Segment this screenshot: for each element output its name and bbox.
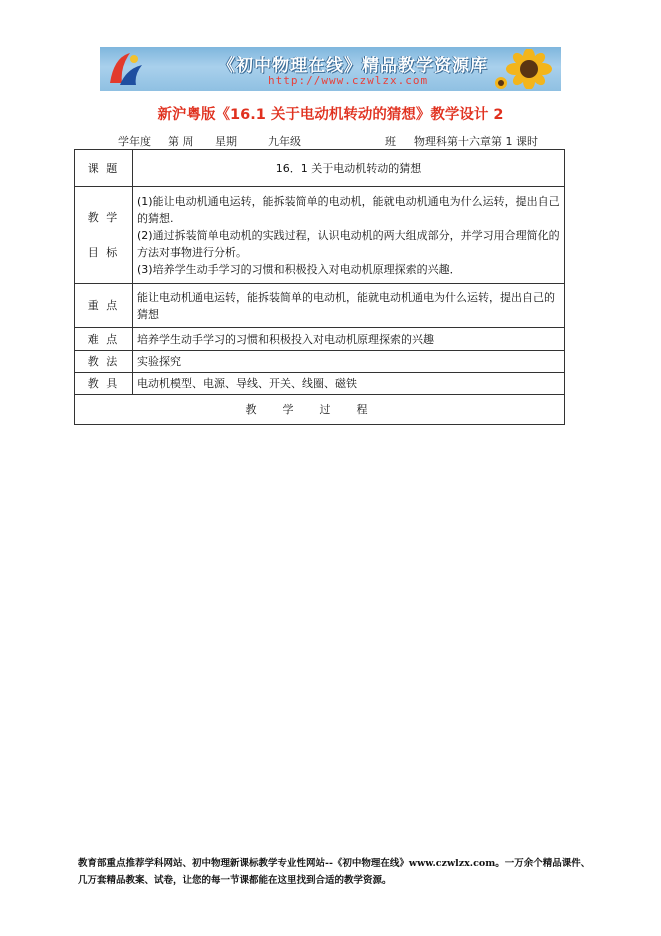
goals-label-cell xyxy=(75,187,133,284)
method-label: 教 法 xyxy=(75,351,133,373)
row-tools xyxy=(75,373,565,395)
row-method xyxy=(75,351,565,373)
row-topic xyxy=(75,150,565,187)
topic-label: 课 题 xyxy=(75,150,133,187)
difficulty-label: 难 点 xyxy=(75,328,133,351)
meta-weekday: 星期 xyxy=(215,135,237,148)
goals-label-1: 教 学 xyxy=(87,211,120,224)
header-banner xyxy=(100,47,561,91)
goals-value xyxy=(133,187,565,284)
row-difficulty xyxy=(75,328,565,351)
tools-value: 电动机模型、电源、导线、开关、线圈、磁铁 xyxy=(133,373,565,395)
goals-label-2: 目 标 xyxy=(87,246,120,259)
process-heading: 教学过程 xyxy=(75,395,565,425)
difficulty-value: 培养学生动手学习的习惯和积极投入对电动机原理探索的兴趣 xyxy=(133,328,565,351)
goal-item-1: (1)能让电动机通电运转，能拆装简单的电动机，能就电动机通电为什么运转，提出自己的猜想. xyxy=(137,194,560,225)
key-label: 重 点 xyxy=(75,284,133,328)
method-value: 实验探究 xyxy=(133,351,565,373)
goal-item-2: (2)通过拆装简单电动机的实践过程，认识电动机的两大组成部分，并学习用合理简化的方法对事物进行分析。 xyxy=(137,228,560,259)
meta-week: 第 周 xyxy=(168,135,194,148)
document-title: 新沪粤版《16.1 关于电动机转动的猜想》教学设计 2 xyxy=(157,107,504,123)
row-key-points xyxy=(75,284,565,328)
banner-url[interactable]: http://www.czwlzx.com xyxy=(268,74,429,87)
goal-item-3: (3)培养学生动手学习的习惯和积极投入对电动机原理探索的兴趣． xyxy=(137,262,461,276)
key-value: 能让电动机通电运转，能拆装简单的电动机，能就电动机通电为什么运转，提出自己的猜想 xyxy=(133,284,565,328)
banner-title: 《初中物理在线》精品教学资源库 xyxy=(218,56,488,76)
lesson-plan-table xyxy=(74,149,565,425)
meta-grade: 九年级 xyxy=(268,135,301,148)
topic-value: 16．1 关于电动机转动的猜想 xyxy=(133,150,565,187)
site-logo-icon xyxy=(104,49,148,89)
row-process xyxy=(75,395,565,425)
meta-class: 班 xyxy=(385,135,396,148)
meta-school-year: 学年度 xyxy=(118,135,151,148)
meta-subject: 物理科第十六章第 1 课时 xyxy=(414,135,538,148)
sunflower-icon xyxy=(493,49,557,89)
tools-label: 教 具 xyxy=(75,373,133,395)
row-goals xyxy=(75,187,565,284)
footer-note: 教育部重点推荐学科网站、初中物理新课标教学专业性网站--《初中物理在线》www.czwlzx.com。一万余个精品课件、几万套精品教案、试卷，让您的每一节课都能在这里找到合适的教学资源。 xyxy=(78,858,591,886)
